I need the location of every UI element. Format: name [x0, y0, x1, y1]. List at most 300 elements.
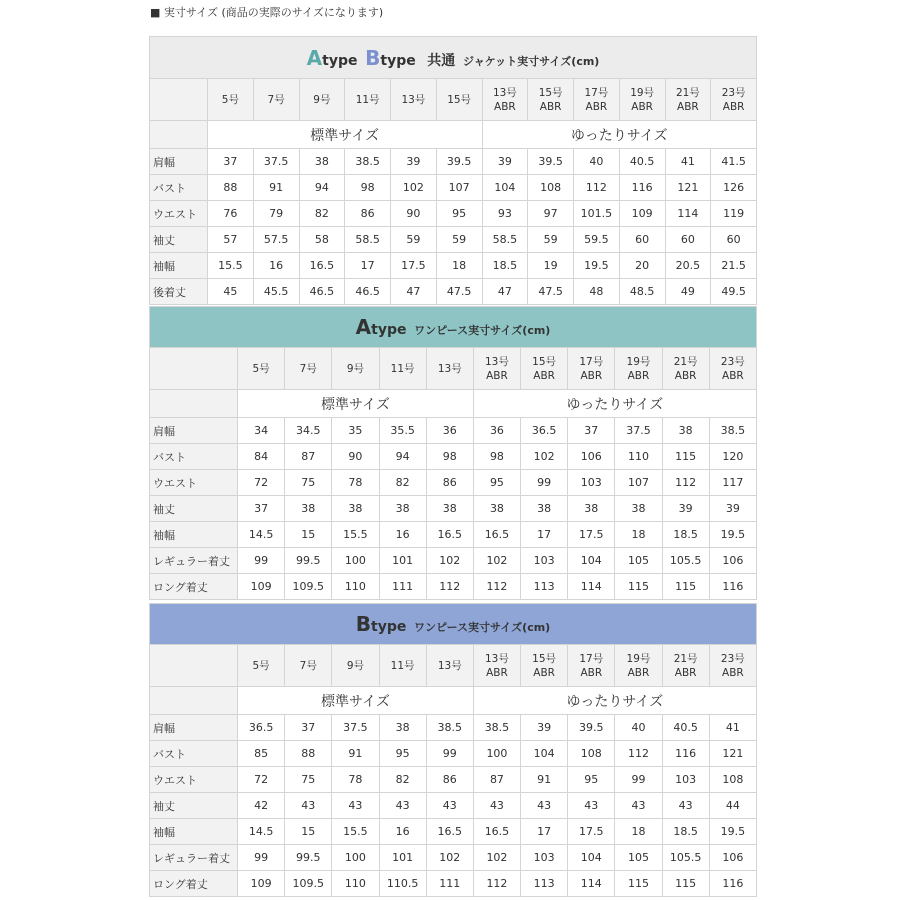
measure-cell: 103 [662, 767, 709, 793]
measure-cell: 95 [379, 741, 426, 767]
size-header: 7号 [285, 645, 332, 687]
measure-cell: 105 [615, 548, 662, 574]
measure-cell: 16.5 [473, 819, 520, 845]
measure-cell: 116 [709, 574, 756, 600]
measure-cell: 112 [574, 175, 620, 201]
measure-cell: 47.5 [528, 279, 574, 305]
size-header-abr-label: ABR [486, 369, 508, 382]
measure-cell: 48.5 [619, 279, 665, 305]
measure-cell: 115 [662, 444, 709, 470]
measure-cell: 95 [568, 767, 615, 793]
measure-cell: 43 [473, 793, 520, 819]
size-header-abr [521, 645, 568, 687]
size-header-abr [709, 348, 756, 390]
measure-cell: 38 [521, 496, 568, 522]
measure-cell: 86 [345, 201, 391, 227]
measure-cell: 113 [521, 871, 568, 897]
measure-cell: 42 [238, 793, 285, 819]
measure-cell: 100 [473, 741, 520, 767]
measure-cell: 115 [662, 574, 709, 600]
table-row [150, 715, 757, 741]
dress-b-table-title [150, 604, 757, 645]
table-row [150, 548, 757, 574]
measure-cell: 15 [285, 819, 332, 845]
dress-a-title-suffix: ワンピース実寸サイズ(cm) [414, 324, 551, 337]
measure-cell: 78 [332, 470, 379, 496]
group-relaxed: ゆったりサイズ [473, 390, 756, 418]
measure-cell: 99.5 [285, 548, 332, 574]
caption: ■ 実寸サイズ (商品の実際のサイズになります) [150, 6, 384, 19]
measure-cell: 94 [299, 175, 345, 201]
measure-cell: 86 [426, 470, 473, 496]
measure-cell: 110 [332, 574, 379, 600]
measure-cell: 117 [709, 470, 756, 496]
measure-cell: 106 [709, 845, 756, 871]
measure-cell: 104 [568, 548, 615, 574]
group-row-spacer [150, 390, 238, 418]
measure-cell: 110.5 [379, 871, 426, 897]
measure-cell: 38 [662, 418, 709, 444]
type-a-word: type [322, 52, 358, 69]
size-header-number: 17号 [579, 355, 604, 368]
measure-cell: 78 [332, 767, 379, 793]
measure-cell: 60 [711, 227, 757, 253]
size-header-abr-label: ABR [585, 100, 608, 113]
size-header: 13号 [391, 79, 437, 121]
measure-cell: 121 [709, 741, 756, 767]
size-header-abr-label: ABR [722, 369, 744, 382]
size-header-abr [473, 645, 520, 687]
measure-cell: 126 [711, 175, 757, 201]
group-relaxed: ゆったりサイズ [482, 121, 757, 149]
measure-cell: 38.5 [473, 715, 520, 741]
measure-cell: 114 [665, 201, 711, 227]
table-row [150, 871, 757, 897]
measure-cell: 106 [709, 548, 756, 574]
measure-cell: 72 [238, 470, 285, 496]
measure-cell: 18.5 [662, 522, 709, 548]
size-header: 7号 [253, 79, 299, 121]
jacket-title-suffix: ジャケット実寸サイズ(cm) [462, 54, 600, 68]
measure-cell: 116 [662, 741, 709, 767]
measure-cell: 16 [253, 253, 299, 279]
measure-cell: 16 [379, 819, 426, 845]
row-label: 袖丈 [150, 496, 238, 522]
table-row [150, 574, 757, 600]
group-row [150, 390, 757, 418]
size-header-number: 19号 [626, 355, 651, 368]
size-header-number: 23号 [721, 86, 746, 99]
size-header: 7号 [285, 348, 332, 390]
measure-cell: 58.5 [345, 227, 391, 253]
table-row [150, 741, 757, 767]
group-standard: 標準サイズ [238, 390, 474, 418]
group-row [150, 687, 757, 715]
size-header-number: 15号 [532, 355, 557, 368]
measure-cell: 39 [709, 496, 756, 522]
measure-cell: 104 [482, 175, 528, 201]
size-header-number: 21号 [673, 652, 698, 665]
size-header-number: 21号 [675, 86, 700, 99]
size-header-abr-label: ABR [533, 666, 555, 679]
measure-cell: 18 [436, 253, 482, 279]
measure-cell: 18 [615, 819, 662, 845]
measure-cell: 112 [473, 871, 520, 897]
measure-cell: 87 [285, 444, 332, 470]
size-header-abr-label: ABR [580, 666, 603, 679]
size-header: 13号 [426, 645, 473, 687]
size-header-number: 15号 [538, 86, 563, 99]
measure-cell: 103 [521, 845, 568, 871]
measure-cell: 37 [238, 496, 285, 522]
measure-cell: 115 [662, 871, 709, 897]
table-row [150, 253, 757, 279]
size-header-number: 17号 [579, 652, 604, 665]
measure-cell: 79 [253, 201, 299, 227]
measure-cell: 37.5 [253, 149, 299, 175]
measure-cell: 46.5 [345, 279, 391, 305]
measure-cell: 19.5 [709, 522, 756, 548]
measure-cell: 59 [528, 227, 574, 253]
measure-cell: 95 [473, 470, 520, 496]
header-corner [150, 79, 208, 121]
measure-cell: 82 [379, 767, 426, 793]
measure-cell: 19.5 [574, 253, 620, 279]
measure-cell: 57.5 [253, 227, 299, 253]
measure-cell: 116 [709, 871, 756, 897]
measure-cell: 16.5 [299, 253, 345, 279]
measure-cell: 34.5 [285, 418, 332, 444]
size-header-number: 15号 [532, 652, 557, 665]
measure-cell: 43 [426, 793, 473, 819]
measure-cell: 72 [238, 767, 285, 793]
table-row [150, 201, 757, 227]
measure-cell: 38 [568, 496, 615, 522]
measure-cell: 48 [574, 279, 620, 305]
measure-cell: 102 [426, 845, 473, 871]
measure-cell: 115 [615, 871, 662, 897]
measure-cell: 17.5 [568, 819, 615, 845]
measure-cell: 91 [253, 175, 299, 201]
measure-cell: 112 [662, 470, 709, 496]
measure-cell: 38 [379, 496, 426, 522]
size-header: 9号 [299, 79, 345, 121]
measure-cell: 99 [615, 767, 662, 793]
measure-cell: 114 [568, 574, 615, 600]
measure-cell: 47 [391, 279, 437, 305]
row-label: レギュラー着丈 [150, 548, 238, 574]
group-standard: 標準サイズ [238, 687, 474, 715]
measure-cell: 38 [285, 496, 332, 522]
measure-cell: 60 [619, 227, 665, 253]
size-header-abr [473, 348, 520, 390]
measure-cell: 45.5 [253, 279, 299, 305]
size-header: 5号 [238, 645, 285, 687]
type-a-word: type [371, 322, 407, 338]
measure-cell: 91 [521, 767, 568, 793]
header-corner [150, 348, 238, 390]
size-header-abr [615, 348, 662, 390]
measure-cell: 109 [619, 201, 665, 227]
table-row [150, 819, 757, 845]
measure-cell: 108 [568, 741, 615, 767]
measure-cell: 119 [711, 201, 757, 227]
measure-cell: 37 [208, 149, 254, 175]
type-a-letter: A [355, 315, 372, 339]
measure-cell: 17 [521, 819, 568, 845]
size-header-abr [482, 79, 528, 121]
size-header-abr [568, 348, 615, 390]
measure-cell: 59.5 [574, 227, 620, 253]
size-header-abr [574, 79, 620, 121]
measure-cell: 43 [521, 793, 568, 819]
measure-cell: 101.5 [574, 201, 620, 227]
measure-cell: 43 [568, 793, 615, 819]
measure-cell: 38.5 [709, 418, 756, 444]
type-a-letter: A [306, 45, 323, 70]
measure-cell: 19.5 [709, 819, 756, 845]
table-row [150, 522, 757, 548]
measure-cell: 39.5 [436, 149, 482, 175]
size-header-abr [521, 348, 568, 390]
measure-cell: 43 [332, 793, 379, 819]
measure-cell: 104 [568, 845, 615, 871]
measure-cell: 39 [482, 149, 528, 175]
measure-cell: 102 [473, 548, 520, 574]
size-header-number: 13号 [492, 86, 517, 99]
measure-cell: 59 [436, 227, 482, 253]
measure-cell: 38.5 [426, 715, 473, 741]
table-row [150, 418, 757, 444]
size-header-abr [662, 645, 709, 687]
measure-cell: 38 [379, 715, 426, 741]
size-header-abr [711, 79, 757, 121]
common-label: 共通 [427, 52, 456, 69]
measure-cell: 116 [619, 175, 665, 201]
row-label: 肩幅 [150, 715, 238, 741]
measure-cell: 82 [299, 201, 345, 227]
size-header-number: 19号 [630, 86, 655, 99]
measure-cell: 20 [619, 253, 665, 279]
row-label: ウエスト [150, 201, 208, 227]
size-header: 9号 [332, 348, 379, 390]
size-header-abr-label: ABR [494, 100, 516, 113]
measure-cell: 102 [473, 845, 520, 871]
measure-cell: 113 [521, 574, 568, 600]
measure-cell: 109.5 [285, 574, 332, 600]
row-label: バスト [150, 444, 238, 470]
measure-cell: 41.5 [711, 149, 757, 175]
measure-cell: 120 [709, 444, 756, 470]
measure-cell: 101 [379, 845, 426, 871]
measure-cell: 107 [615, 470, 662, 496]
measure-cell: 99 [238, 845, 285, 871]
measure-cell: 101 [379, 548, 426, 574]
measure-cell: 59 [391, 227, 437, 253]
table-row [150, 793, 757, 819]
measure-cell: 106 [568, 444, 615, 470]
measure-cell: 40.5 [662, 715, 709, 741]
measure-cell: 112 [473, 574, 520, 600]
measure-cell: 82 [379, 470, 426, 496]
row-label: 肩幅 [150, 149, 208, 175]
measure-cell: 36 [473, 418, 520, 444]
size-header-abr-label: ABR [486, 666, 508, 679]
size-header-abr-label: ABR [722, 100, 745, 113]
measure-cell: 14.5 [238, 819, 285, 845]
size-header-abr-label: ABR [627, 666, 650, 679]
measure-cell: 17 [521, 522, 568, 548]
group-relaxed: ゆったりサイズ [473, 687, 756, 715]
measure-cell: 18.5 [482, 253, 528, 279]
measure-cell: 88 [208, 175, 254, 201]
measure-cell: 20.5 [665, 253, 711, 279]
measure-cell: 108 [528, 175, 574, 201]
size-header-row [150, 348, 757, 390]
size-header-abr-label: ABR [627, 369, 650, 382]
size-header-abr-label: ABR [631, 100, 653, 113]
measure-cell: 37 [568, 418, 615, 444]
row-label: ロング着丈 [150, 574, 238, 600]
measure-cell: 57 [208, 227, 254, 253]
measure-cell: 58 [299, 227, 345, 253]
measure-cell: 84 [238, 444, 285, 470]
size-header-abr [665, 79, 711, 121]
size-header-abr-label: ABR [674, 666, 697, 679]
measure-cell: 112 [426, 574, 473, 600]
table-row [150, 496, 757, 522]
measure-cell: 19 [528, 253, 574, 279]
measure-cell: 102 [391, 175, 437, 201]
size-header-abr [568, 645, 615, 687]
dress-a-size-table [149, 306, 757, 600]
measure-cell: 39 [662, 496, 709, 522]
measure-cell: 102 [521, 444, 568, 470]
size-header-abr-label: ABR [580, 369, 603, 382]
measure-cell: 39.5 [528, 149, 574, 175]
measure-cell: 114 [568, 871, 615, 897]
size-header-abr [709, 645, 756, 687]
size-header-number: 13号 [485, 652, 509, 665]
measure-cell: 93 [482, 201, 528, 227]
size-header-abr [662, 348, 709, 390]
measure-cell: 40.5 [619, 149, 665, 175]
measure-cell: 38 [299, 149, 345, 175]
measure-cell: 15.5 [208, 253, 254, 279]
row-label: ウエスト [150, 767, 238, 793]
measure-cell: 18.5 [662, 819, 709, 845]
measure-cell: 76 [208, 201, 254, 227]
measure-cell: 41 [665, 149, 711, 175]
measure-cell: 104 [521, 741, 568, 767]
measure-cell: 37 [285, 715, 332, 741]
measure-cell: 97 [528, 201, 574, 227]
measure-cell: 47.5 [436, 279, 482, 305]
measure-cell: 86 [426, 767, 473, 793]
table-row [150, 444, 757, 470]
type-b-letter: B [365, 45, 381, 70]
size-header-abr-label: ABR [674, 369, 697, 382]
measure-cell: 37.5 [615, 418, 662, 444]
size-header-number: 23号 [720, 652, 745, 665]
row-label: バスト [150, 175, 208, 201]
row-label: ウエスト [150, 470, 238, 496]
measure-cell: 103 [521, 548, 568, 574]
measure-cell: 109 [238, 871, 285, 897]
measure-cell: 108 [709, 767, 756, 793]
measure-cell: 43 [379, 793, 426, 819]
measure-cell: 85 [238, 741, 285, 767]
measure-cell: 38 [332, 496, 379, 522]
measure-cell: 49.5 [711, 279, 757, 305]
size-header: 11号 [379, 645, 426, 687]
measure-cell: 44 [709, 793, 756, 819]
size-header: 13号 [426, 348, 473, 390]
measure-cell: 46.5 [299, 279, 345, 305]
header-corner [150, 645, 238, 687]
measure-cell: 15.5 [332, 522, 379, 548]
measure-cell: 121 [665, 175, 711, 201]
row-label: レギュラー着丈 [150, 845, 238, 871]
measure-cell: 87 [473, 767, 520, 793]
measure-cell: 105.5 [662, 548, 709, 574]
row-label: 袖丈 [150, 793, 238, 819]
measure-cell: 18 [615, 522, 662, 548]
measure-cell: 90 [332, 444, 379, 470]
measure-cell: 99 [238, 548, 285, 574]
measure-cell: 16.5 [426, 522, 473, 548]
measure-cell: 36.5 [521, 418, 568, 444]
table-row [150, 470, 757, 496]
measure-cell: 40 [615, 715, 662, 741]
measure-cell: 39 [391, 149, 437, 175]
size-header-abr [619, 79, 665, 121]
row-label: 後着丈 [150, 279, 208, 305]
measure-cell: 110 [332, 871, 379, 897]
measure-cell: 111 [379, 574, 426, 600]
measure-cell: 88 [285, 741, 332, 767]
measure-cell: 110 [615, 444, 662, 470]
table-row [150, 149, 757, 175]
measure-cell: 39.5 [568, 715, 615, 741]
measure-cell: 14.5 [238, 522, 285, 548]
measure-cell: 17.5 [568, 522, 615, 548]
measure-cell: 47 [482, 279, 528, 305]
measure-cell: 40 [574, 149, 620, 175]
size-header-abr [528, 79, 574, 121]
measure-cell: 35 [332, 418, 379, 444]
measure-cell: 36.5 [238, 715, 285, 741]
size-header-number: 13号 [485, 355, 509, 368]
table-row [150, 767, 757, 793]
measure-cell: 109 [238, 574, 285, 600]
measure-cell: 95 [436, 201, 482, 227]
measure-cell: 94 [379, 444, 426, 470]
table-row [150, 279, 757, 305]
measure-cell: 38.5 [345, 149, 391, 175]
measure-cell: 37.5 [332, 715, 379, 741]
size-header: 5号 [208, 79, 254, 121]
size-header: 11号 [379, 348, 426, 390]
measure-cell: 60 [665, 227, 711, 253]
type-b-letter: B [355, 612, 372, 636]
measure-cell: 90 [391, 201, 437, 227]
measure-cell: 16.5 [426, 819, 473, 845]
measure-cell: 38 [615, 496, 662, 522]
measure-cell: 98 [473, 444, 520, 470]
size-header-row [150, 79, 757, 121]
size-header: 5号 [238, 348, 285, 390]
